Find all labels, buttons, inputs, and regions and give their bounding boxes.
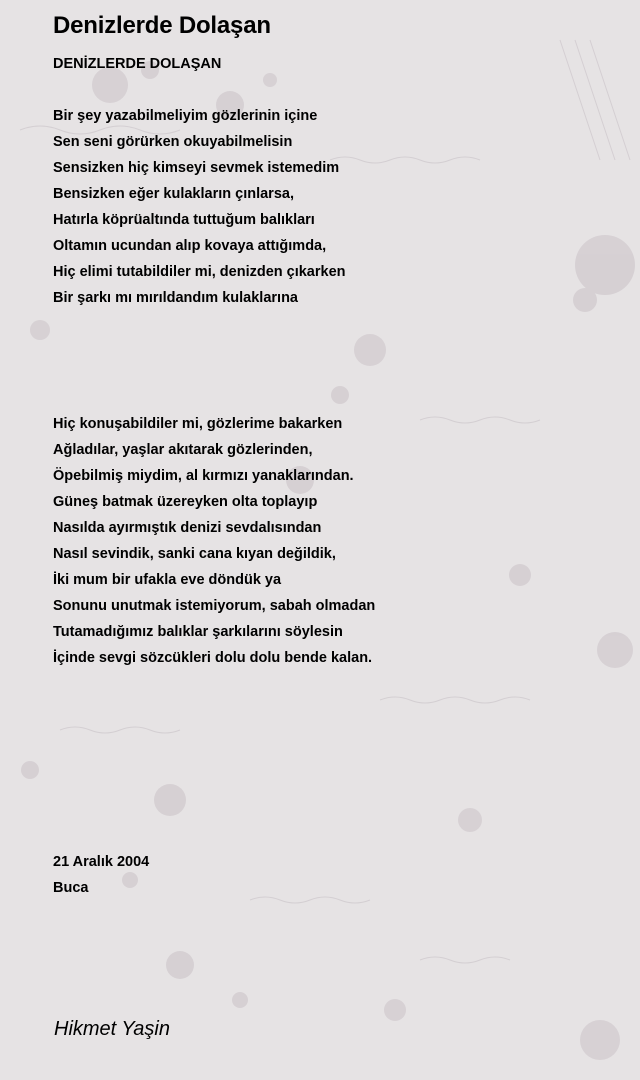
stanza-2 (53, 411, 375, 671)
poem-line: Bensizken eğer kulakların çınlarsa, (53, 186, 294, 202)
poem-subtitle: DENİZLERDE DOLAŞAN (53, 56, 222, 72)
poem-line: Ağladılar, yaşlar akıtarak gözlerinden, (53, 442, 313, 458)
author-signature: Hikmet Yaşin (54, 1018, 170, 1040)
poem-line: Nasıl sevindik, sanki cana kıyan değildik, (53, 546, 336, 562)
poem-line: Hatırla köprüaltında tuttuğum balıkları (53, 212, 315, 228)
poem-line: Güneş batmak üzereyken olta toplayıp (53, 494, 318, 510)
poem-place: Buca (53, 880, 89, 896)
poem-line: Bir şarkı mı mırıldandım kulaklarına (53, 290, 298, 306)
poem-line: Hiç konuşabildiler mi, gözlerime bakarken (53, 416, 343, 432)
poem-line: Sonunu unutmak istemiyorum, sabah olmadan (53, 598, 376, 614)
poem-line: İçinde sevgi sözcükleri dolu dolu bende kalan. (53, 650, 373, 666)
poem-meta (53, 849, 149, 901)
poem-line: Tutamadığımız balıklar şarkılarını söylesin (53, 624, 343, 640)
poem-line: Hiç elimi tutabildiler mi, denizden çıkarken (53, 264, 346, 280)
page-title: Denizlerde Dolaşan (53, 12, 271, 39)
poem-line: Sen seni görürken okuyabilmelisin (53, 134, 293, 150)
poem-line: İki mum bir ufakla eve döndük ya (53, 572, 282, 588)
poem-line: Sensizken hiç kimseyi sevmek istemedim (53, 160, 340, 176)
stanza-1 (53, 103, 346, 311)
poem-line: Bir şey yazabilmeliyim gözlerinin içine (53, 108, 318, 124)
poem-line: Oltamın ucundan alıp kovaya attığımda, (53, 238, 327, 254)
poem-date: 21 Aralık 2004 (53, 854, 150, 870)
poem-line: Öpebilmiş miydim, al kırmızı yanaklarından. (53, 468, 354, 484)
poem-line: Nasılda ayırmıştık denizi sevdalısından (53, 520, 322, 536)
